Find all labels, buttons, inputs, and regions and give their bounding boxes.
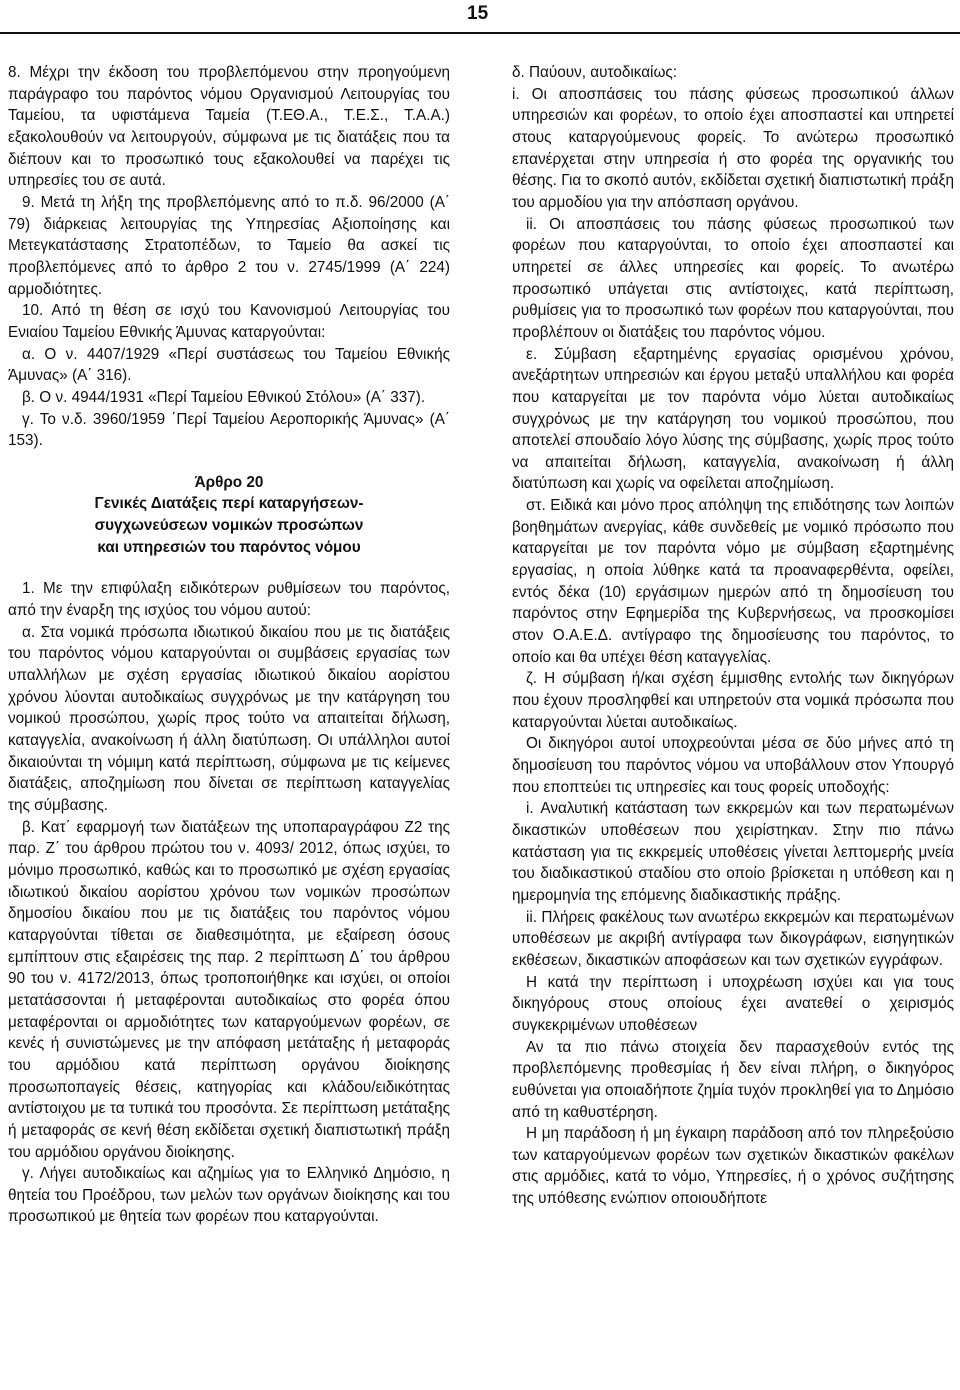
article-title-line: Γενικές Διατάξεις περί καταργήσεων- xyxy=(94,495,364,513)
paragraph: ζ. Η σύμβαση ή/και σχέση έμμισθης εντολής των δικηγόρων που έχουν προσληφθεί και υπηρετούν στα νομικά πρόσωπα που καταργούνται λύεται αυτοδικαίως. xyxy=(512,670,954,731)
paragraph: Η κατά την περίπτωση i υποχρέωση ισχύει και για τους δικηγόρους στους οποίους έχει ανατεθεί ο χειρισμός συγκεκριμένων υποθέσεων xyxy=(512,973,954,1034)
paragraph: 9. Μετά τη λήξη της προβλεπόμενης από το π.δ. 96/2000 (Α΄ 79) διάρκειας λειτουργίας της Υπηρεσίας Αξιοποίησης και Μετεγκατάστασης Στρατοπέδων, το Ταμείο θα ασκεί τις προβλεπόμενες από το άρθρο 2 του ν. 2745/1999 (Α΄ 224) αρμοδιότητες. xyxy=(8,193,450,298)
paragraph: 8. Μέχρι την έκδοση του προβλεπόμενου στην προηγούμενη παράγραφο του παρόντος νόμου Οργανισμού Λειτουργίας του Ταμείου, τα υφιστάμενα Ταμεία (Τ.ΕΘ.Α., Τ.Ε.Σ., Τ.Α.Α.) εξακολουθούν να λειτουργούν, σύμφωνα με τις διατάξεις που τα διέπουν και το προσωπικό τους εξακολουθεί να παρέχει τις υπηρεσίες του σε αυτά. xyxy=(8,64,450,190)
paragraph: α. Ο ν. 4407/1929 «Περί συστάσεως του Ταμείου Εθνικής Άμυνας» (Α΄ 316). xyxy=(8,345,450,385)
article-title-line: συγχωνεύσεων νομικών προσώπων xyxy=(94,517,364,535)
paragraph: ii. Πλήρεις φακέλους των ανωτέρω εκκρεμών και περατωμένων υποθέσεων με ακριβή αντίγραφα των δικογράφων, εισηγητικών εκθέσεων, δικαστικών αποφάσεων και των σχετικών εγγράφων. xyxy=(512,908,954,969)
article-number: Άρθρο 20 xyxy=(194,473,264,491)
left-column xyxy=(8,62,450,1228)
paragraph: ε. Σύμβαση εξαρτημένης εργασίας ορισμένου χρόνου, ανεξάρτητων υπηρεσιών και έργου μεταξύ υπαλλήλου και φορέα που καταργείται με τον παρόντα νόμο λύεται αυτοδικαίως συγχρόνως με την κατάργηση του νομικού προσώπου, που αποτελεί σπουδαίο λόγο λύσης της σύμβασης, χωρίς προς τούτο να απαιτείται δήλωση, καταγγελία, ανακοίνωση ή άλλη διατύπωση και χωρίς να οφείλεται αποζημίωση. xyxy=(512,345,954,493)
paragraph: στ. Ειδικά και μόνο προς απόληψη της επιδότησης των λοιπών βοηθημάτων ανεργίας, κάθε συνδεθείς με νομικό πρόσωπο που καταργείται με τον παρόντα νόμο με σύμβαση εξαρτημένης εργασίας, η οποία λύθηκε κατά τα προαναφερθέντα, οφείλει, εντός δέκα (10) εργάσιμων ημερών από τη δημοσίευση του παρόντος στην Εφημερίδα της Κυβερνήσεως, να προσκομίσει στον Ο.Α.Ε.Δ. αντίγραφο της δημοσίευσης του παρόντος, το οποίο και θα υπέχει θέση καταγγελίας. xyxy=(512,497,954,666)
paragraph: β. Κατ΄ εφαρμογή των διατάξεων της υποπαραγράφου Ζ2 της παρ. Ζ΄ του άρθρου πρώτου του ν. 4093/ 2012, όπως ισχύει, το μόνιμο προσωπικό, καθώς και το προσωπικό με σχέση εργασίας ιδιωτικού δικαίου αορίστου χρόνου των νομικών προσώπων δημοσίου δικαίου που με τις διατάξεις του παρόντος νόμου καταργούνται τίθεται σε διαθεσιμότητα, με εξαίρεση όσους εμπίπτουν στις εξαιρέσεις της παρ. 2 περίπτωση Δ΄ του άρθρου 90 του ν. 4172/2013, όπως τροποποιήθηκε και ισχύει, οι οποίοι μετατάσσονται ή μεταφέρονται αυτοδικαίως στο φορέα όπου μεταφέρονται οι αρμοδιότητες των καταργούμενων φορέων, σε κενές ή συνιστώμενες με την απόφαση μετάταξης ή μεταφοράς του αρμόδιου κατά περίπτωση οργάνου διοίκησης προσωποπαγείς θέσεις, κατηγορίας και κλάδου/ειδικότητας αντίστοιχου με τα τυπικά του προσόντα. Σε περίπτωση μετάταξης ή μεταφοράς σε κενή θέση εκδίδεται σχετική διαπιστωτική πράξη του αρμόδιου οργάνου διοίκησης. xyxy=(8,818,450,1161)
paragraph: Αν τα πιο πάνω στοιχεία δεν παρασχεθούν εντός της προβλεπόμενης προθεσμίας ή δεν είναι πλήρη, ο δικηγόρος ευθύνεται για οποιαδήποτε ζημία τυχόν προκληθεί για το Δημόσιο από τη καθυστέρηση. xyxy=(512,1038,954,1121)
paragraph: γ. Λήγει αυτοδικαίως και αζημίως για το Ελληνικό Δημόσιο, η θητεία του Προέδρου, των μελών των οργάνων διοίκησης και του προσωπικού με θητεία των φορέων που καταργούνται. xyxy=(8,1165,450,1226)
paragraph: 10. Από τη θέση σε ισχύ του Κανονισμού Λειτουργίας του Ενιαίου Ταμείου Εθνικής Άμυνας καταργούνται: xyxy=(8,302,450,341)
header-rule xyxy=(0,32,960,34)
paragraph: i. Οι αποσπάσεις του πάσης φύσεως προσωπικού άλλων υπηρεσιών και φορέων, το οποίο έχει αποσπαστεί και υπηρετεί στους καταργούμενους φορείς. Το ανώτερω προσωπικό επανέρχεται στην υπηρεσία ή στο φορέα της οργανικής του θέσης. Για το σκοπό αυτόν, εκδίδεται σχετική διαπιστωτική πράξη του αρμοδίου για την απόσπαση οργάνου. xyxy=(512,85,954,211)
paragraph: 1. Με την επιφύλαξη ειδικότερων ρυθμίσεων του παρόντος, από την έναρξη της ισχύος του νόμου αυτού: xyxy=(8,580,450,620)
paragraph: ii. Οι αποσπάσεις του πάσης φύσεως προσωπικού των φορέων που καταργούνται, το οποίο έχει αποσπαστεί και υπηρετεί σε άλλες υπηρεσίες και φορείς. Το ανωτέρω προσωπικό υπάγεται στις αντίστοιχες, κατά περίπτωση, ρυθμίσεις για το προσωπικό των φορέων που καταργούνται, που προβλέπουν οι διατάξεις του παρόντος νόμου. xyxy=(512,215,954,341)
right-column xyxy=(512,62,954,1210)
paragraph: α. Στα νομικά πρόσωπα ιδιωτικού δικαίου που με τις διατάξεις του παρόντος νόμου καταργούνται οι συμβάσεις εργασίας των υπαλλήλων με σχέση εργασίας ιδιωτικού δικαίου αορίστου χρόνου λύονται αυτοδικαίως συγχρόνως με την κατάργηση του νομικού προσώπου, χωρίς προς τούτο να απαιτείται δήλωση, καταγγελία, ανακοίνωση ή άλλη διατύπωση. Οι υπάλληλοι αυτοί δικαιούνται τη νόμιμη κατά περίπτωση, σύμφωνα με τις κείμενες διατάξεις, αποζημίωση που δίνεται σε περίπτωση καταγγελίας της σύμβασης. xyxy=(8,623,450,814)
paragraph: Η μη παράδοση ή μη έγκαιρη παράδοση από τον πληρεξούσιο των καταργούμενων φορέων των σχετικών δικαστικών φακέλων στις αρμόδιες, κατά το νόμο, Υπηρεσίες, ή ο χρόνος συζήτησης της υπόθεσης ενώπιον οποιουδήποτε xyxy=(512,1125,954,1208)
paragraph: i. Αναλυτική κατάσταση των εκκρεμών και των περατωμένων δικαστικών υποθέσεων που χειρίστηκαν. Στην πιο πάνω κατάσταση για τις εκκρεμείς υποθέσεις γίνεται λεπτομερής μνεία του διαδικαστικού σταδίου στο οποίο βρίσκεται η υπόθεση και η ημερομηνία της επόμενης διαδικαστικής πράξης. xyxy=(512,800,954,904)
paragraph: δ. Παύουν, αυτοδικαίως: xyxy=(512,64,678,81)
article-heading xyxy=(8,472,450,559)
paragraph: β. Ο ν. 4944/1931 «Περί Ταμείου Εθνικού Στόλου» (Α΄ 337). xyxy=(22,388,426,406)
page-number: 15 xyxy=(467,3,489,24)
paragraph: Οι δικηγόροι αυτοί υποχρεούνται μέσα σε δύο μήνες από τη δημοσίευση του παρόντος νόμου να υποβάλλουν στον Υπουργό που εποπτεύει τις υπηρεσίες και τους φορείς υποδοχής: xyxy=(512,735,954,796)
article-title-line: και υπηρεσιών του παρόντος νόμου xyxy=(97,538,361,556)
paragraph: γ. Το ν.δ. 3960/1959 ΄Περί Ταμείου Αεροπορικής Άμυνας» (Α΄ 153). xyxy=(8,410,450,450)
